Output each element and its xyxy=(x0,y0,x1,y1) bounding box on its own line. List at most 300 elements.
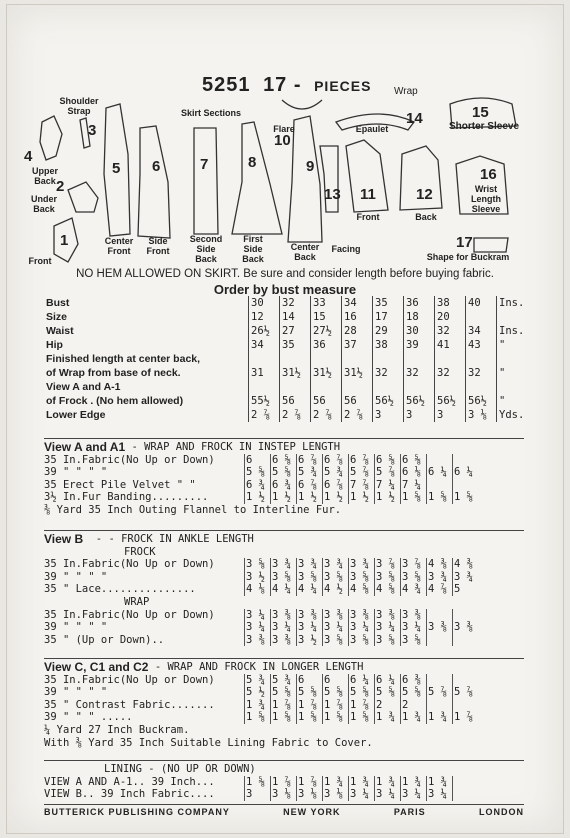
yardage-value: 3 ⅝ xyxy=(244,558,270,571)
yardage-value: 1 ⅝ xyxy=(296,711,322,724)
measure-label: Lower Edge xyxy=(46,409,106,421)
yardage-value: 3 ⅝ xyxy=(374,571,400,584)
yardage-value xyxy=(452,776,478,789)
measure-unit: " xyxy=(497,366,542,380)
measure-value: 31½ xyxy=(280,366,311,380)
measure-unit: Yds. xyxy=(497,408,542,422)
yardage-value: 6 ⅝ xyxy=(400,454,426,467)
measure-value: 2 ⅞ xyxy=(311,408,342,422)
yardage-value: 5 ⅝ xyxy=(244,466,270,479)
yardage-value: 6 ⅞ xyxy=(296,479,322,492)
measure-row xyxy=(44,394,541,408)
yardage-row xyxy=(44,466,478,479)
measure-value: 34 xyxy=(342,296,373,310)
yardage-value: 1 ¾ xyxy=(322,776,348,789)
measure-unit xyxy=(497,380,542,394)
yardage-value: 1 ½ xyxy=(322,491,348,504)
yardage-value xyxy=(426,634,452,647)
yardage-row xyxy=(44,788,478,801)
yardage-value xyxy=(426,674,452,687)
measure-value: 41 xyxy=(435,338,466,352)
yardage-label: VIEW B.. 39 Inch Fabric.... xyxy=(44,788,215,801)
measure-value: 55½ xyxy=(249,394,280,408)
measure-value: 32 xyxy=(404,366,435,380)
yardage-value: 4 ⅜ xyxy=(426,558,452,571)
yardage-value: 3 ¼ xyxy=(348,788,374,801)
measure-label: of Frock . (No hem allowed) xyxy=(46,395,184,407)
publisher-footer xyxy=(44,804,524,817)
view-c-note-buckram: ¼ Yard 27 Inch Buckram. xyxy=(44,723,190,736)
yardage-row xyxy=(44,454,478,467)
view-a-title: View A and A1 xyxy=(44,440,126,454)
yardage-value: 1 ⅞ xyxy=(270,699,296,712)
yardage-value xyxy=(452,674,478,687)
measure-value xyxy=(373,352,404,366)
measure-value xyxy=(311,380,342,394)
piece-label-upper-back: Upper Back xyxy=(31,166,58,186)
yardage-value: 7 ¼ xyxy=(374,479,400,492)
measure-value xyxy=(435,352,466,366)
yardage-value: 3 ¾ xyxy=(348,558,374,571)
yardage-value: 4 ⅝ xyxy=(348,583,374,596)
yardage-label: 35 " Contrast Fabric....... xyxy=(44,698,215,711)
piece-number-16: 16 xyxy=(480,166,497,183)
order-by-bust-title: Order by bust measure xyxy=(213,282,357,297)
yardage-value: 3 ¼ xyxy=(322,621,348,634)
yardage-value: 5 ¾ xyxy=(296,466,322,479)
yardage-value: 6 ¼ xyxy=(348,674,374,687)
yardage-value: 3 ⅛ xyxy=(296,788,322,801)
yardage-row xyxy=(44,583,478,596)
lining-section xyxy=(44,763,478,801)
yardage-value: 1 ¾ xyxy=(348,776,374,789)
measure-value: 3 xyxy=(404,408,435,422)
measure-label: Size xyxy=(46,311,68,323)
measure-value: 16 xyxy=(342,310,373,324)
measure-value: 56½ xyxy=(373,394,404,408)
measure-value: 20 xyxy=(435,310,466,324)
view-c-title: View C, C1 and C2 xyxy=(44,660,149,674)
measure-value xyxy=(404,380,435,394)
yardage-value: 3 ¼ xyxy=(270,621,296,634)
yardage-value: 3 ⅝ xyxy=(400,634,426,647)
yardage-value: 1 ½ xyxy=(348,491,374,504)
piece-label-first-side-back: First Side Back xyxy=(242,234,264,264)
measure-unit: " xyxy=(497,394,542,408)
hem-notice: NO HEM ALLOWED ON SKIRT. Be sure and consider length before buying fabric. xyxy=(76,268,494,280)
measure-row xyxy=(44,380,541,394)
yardage-value: 1 ¾ xyxy=(426,711,452,724)
yardage-value: 3 ⅜ xyxy=(270,609,296,622)
yardage-value: 2 xyxy=(400,699,426,712)
measure-value: 37 xyxy=(342,338,373,352)
measure-value: 30 xyxy=(404,324,435,338)
yardage-value xyxy=(426,609,452,622)
measure-value: 56½ xyxy=(466,394,497,408)
yardage-value xyxy=(452,788,478,801)
city-new-york: NEW YORK xyxy=(283,807,341,817)
yardage-value: 6 ⅛ xyxy=(400,466,426,479)
measure-value: 38 xyxy=(373,338,404,352)
pattern-pieces-diagram xyxy=(20,94,550,266)
measure-unit: Ins. xyxy=(497,296,542,310)
piece-label-shoulder-strap: Shoulder Strap xyxy=(59,96,99,116)
piece-number-17: 17 xyxy=(456,234,473,251)
measure-value: 56 xyxy=(342,394,373,408)
yardage-value: 3 ¼ xyxy=(296,621,322,634)
yardage-value: 1 ⅝ xyxy=(348,711,374,724)
yardage-row xyxy=(44,558,478,571)
yardage-row xyxy=(44,776,478,789)
view-c-note-lining: With ⅜ Yard 35 Inch Suitable Lining Fabric to Cover. xyxy=(44,736,373,749)
yardage-value: 3 ⅝ xyxy=(348,634,374,647)
piece-label-epaulet: Epaulet xyxy=(355,124,389,134)
yardage-row xyxy=(44,621,478,634)
measure-value: 35 xyxy=(373,296,404,310)
yardage-value: 1 ⅞ xyxy=(296,699,322,712)
yardage-value: 5 ½ xyxy=(244,686,270,699)
yardage-value xyxy=(452,609,478,622)
measure-value: 33 xyxy=(311,296,342,310)
measure-value: 34 xyxy=(249,338,280,352)
yardage-value: 5 ⅝ xyxy=(400,686,426,699)
measure-row xyxy=(44,324,541,338)
yardage-value: 3 ⅝ xyxy=(296,571,322,584)
yardage-value: 3 ⅜ xyxy=(452,621,478,634)
yardage-label: 35 " Lace............... xyxy=(44,583,196,596)
yardage-value: 3 ⅜ xyxy=(374,609,400,622)
city-paris: PARIS xyxy=(393,807,426,817)
yardage-value: 3 ⅜ xyxy=(322,609,348,622)
yardage-value xyxy=(426,699,452,712)
view-a-subtitle: - WRAP AND FROCK IN INSTEP LENGTH xyxy=(131,441,341,453)
measure-value: 40 xyxy=(466,296,497,310)
yardage-value: 5 ¾ xyxy=(270,674,296,687)
yardage-value: 5 ⅞ xyxy=(452,686,478,699)
yardage-value: 4 ¼ xyxy=(296,583,322,596)
piece-number-9: 9 xyxy=(306,158,315,175)
yardage-row xyxy=(44,699,478,712)
measure-value: 30 xyxy=(249,296,280,310)
measure-label: Hip xyxy=(46,339,63,351)
measurements-table xyxy=(44,296,541,422)
measure-value xyxy=(249,352,280,366)
measure-value: 15 xyxy=(311,310,342,324)
measure-value: 27 xyxy=(280,324,311,338)
view-a-note: ⅜ Yard 35 Inch Outing Flannel to Interline Fur. xyxy=(44,503,342,516)
measure-value: 27½ xyxy=(311,324,342,338)
skirt-sections-label: Skirt Sections xyxy=(180,108,242,118)
yardage-value xyxy=(452,634,478,647)
yardage-label: 35 " (Up or Down).. xyxy=(44,633,165,646)
yardage-value: 5 ⅝ xyxy=(270,466,296,479)
measure-value: 2 ⅞ xyxy=(280,408,311,422)
view-b-section xyxy=(44,533,478,646)
yardage-value: 3 ⅝ xyxy=(400,571,426,584)
yardage-value: 5 ⅝ xyxy=(374,686,400,699)
piece-number-15: 15 xyxy=(472,104,489,121)
yardage-value: 5 ¾ xyxy=(244,674,270,687)
yardage-value: 1 ⅝ xyxy=(244,776,270,789)
yardage-value: 1 ⅝ xyxy=(244,711,270,724)
measure-value: 2 ⅞ xyxy=(342,408,373,422)
piece-label-wrist-length-sleeve: Wrist Length Sleeve xyxy=(471,184,501,214)
yardage-value: 5 ⅝ xyxy=(322,686,348,699)
piece-label-shape-for-buckram: Shape for Buckram xyxy=(426,252,510,262)
yardage-value: 5 ⅞ xyxy=(348,466,374,479)
yardage-label: 35 In.Fabric(No Up or Down) xyxy=(44,558,215,571)
measure-value xyxy=(249,380,280,394)
measure-unit: " xyxy=(497,338,542,352)
yardage-row xyxy=(44,634,478,647)
yardage-value: 6 ¼ xyxy=(426,466,452,479)
yardage-row xyxy=(44,491,478,504)
measure-value: 36 xyxy=(311,338,342,352)
measure-value: 28 xyxy=(342,324,373,338)
measure-value xyxy=(466,352,497,366)
yardage-label: 39 " " " " xyxy=(44,686,108,699)
yardage-value: 6 ¼ xyxy=(374,674,400,687)
piece-label-center-front: Center Front xyxy=(104,236,134,256)
piece-number-4: 4 xyxy=(24,148,33,165)
yardage-value: 5 ⅞ xyxy=(374,466,400,479)
yardage-value: 5 xyxy=(452,583,478,596)
measure-value xyxy=(435,380,466,394)
yardage-value: 1 ¾ xyxy=(374,776,400,789)
yardage-value: 1 ¾ xyxy=(374,711,400,724)
measure-value: 3 xyxy=(435,408,466,422)
yardage-value: 6 ⅝ xyxy=(374,454,400,467)
pieces-label: PIECES xyxy=(314,78,372,94)
measure-value: 43 xyxy=(466,338,497,352)
yardage-value xyxy=(426,454,452,467)
measure-value xyxy=(342,352,373,366)
yardage-label: 3½ In.Fur Banding......... xyxy=(44,491,209,504)
yardage-value: 1 ⅞ xyxy=(296,776,322,789)
yardage-value: 3 ¾ xyxy=(452,571,478,584)
measure-label: View A and A-1 xyxy=(46,381,121,393)
yardage-value: 3 ⅜ xyxy=(426,621,452,634)
measure-value: 56 xyxy=(311,394,342,408)
yardage-value: 3 ⅝ xyxy=(270,571,296,584)
yardage-value: 3 ⅝ xyxy=(348,571,374,584)
yardage-value: 6 ⅝ xyxy=(270,454,296,467)
measure-value: 32 xyxy=(280,296,311,310)
measure-label: Finished length at center back, xyxy=(46,353,201,365)
piece-number-1: 1 xyxy=(60,232,69,249)
yardage-value: 1 ⅞ xyxy=(348,699,374,712)
measure-value xyxy=(404,352,435,366)
yardage-row xyxy=(44,686,478,699)
yardage-value: 6 ⅞ xyxy=(296,454,322,467)
measure-value xyxy=(466,380,497,394)
lining-title: LINING - (NO UP OR DOWN) xyxy=(104,763,256,775)
yardage-value: 5 ⅞ xyxy=(426,686,452,699)
yardage-value: 3 ¼ xyxy=(426,788,452,801)
yardage-value: 1 ⅝ xyxy=(400,491,426,504)
piece-number-11: 11 xyxy=(360,186,376,203)
yardage-value: 1 ⅞ xyxy=(322,699,348,712)
measure-label: Bust xyxy=(46,297,70,309)
view-b-subtitle: - - FROCK IN ANKLE LENGTH xyxy=(95,533,254,545)
yardage-value: 1 ¾ xyxy=(426,776,452,789)
yardage-value: 4 ¼ xyxy=(270,583,296,596)
yardage-value: 3 ¼ xyxy=(374,621,400,634)
measure-value: 2 ⅞ xyxy=(249,408,280,422)
piece-label-center-back: Center Back xyxy=(290,242,320,262)
yardage-value: 4 ⅝ xyxy=(374,583,400,596)
measure-row xyxy=(44,408,541,422)
yardage-value: 6 ¾ xyxy=(270,479,296,492)
measure-row xyxy=(44,352,541,366)
piece-number-13: 13 xyxy=(324,186,341,203)
yardage-value: 3 ⅝ xyxy=(322,634,348,647)
divider-line xyxy=(44,760,524,761)
yardage-value: 6 xyxy=(244,454,270,467)
yardage-value xyxy=(452,479,478,492)
yardage-value xyxy=(426,479,452,492)
view-a-section xyxy=(44,441,478,517)
yardage-value: 3 ⅞ xyxy=(400,558,426,571)
yardage-label: 39 " " " " xyxy=(44,621,108,634)
yardage-value: 4 ¾ xyxy=(400,583,426,596)
yardage-label: 39 " " " ..... xyxy=(44,711,133,724)
yardage-value: 5 ⅝ xyxy=(296,686,322,699)
yardage-value: 1 ½ xyxy=(270,491,296,504)
divider-line xyxy=(44,530,524,531)
measure-value: 56½ xyxy=(404,394,435,408)
yardage-value: 3 ¾ xyxy=(322,558,348,571)
yardage-value: 3 ½ xyxy=(244,571,270,584)
measure-value: 34 xyxy=(466,324,497,338)
piece-number-2: 2 xyxy=(56,178,65,195)
yardage-value: 6 xyxy=(296,674,322,687)
yardage-value: 6 ⅞ xyxy=(322,479,348,492)
measure-value: 36 xyxy=(404,296,435,310)
piece-label-facing: Facing xyxy=(331,244,361,254)
piece-number-8: 8 xyxy=(248,154,257,171)
yardage-value: 3 ½ xyxy=(296,634,322,647)
yardage-row xyxy=(44,674,478,687)
yardage-value: 1 ¾ xyxy=(400,776,426,789)
piece-label-front-11: Front xyxy=(356,212,380,222)
yardage-value: 1 ½ xyxy=(296,491,322,504)
yardage-label: 35 Erect Pile Velvet " " xyxy=(44,478,196,491)
yardage-value xyxy=(452,454,478,467)
yardage-value: 3 ⅝ xyxy=(322,571,348,584)
yardage-value: 6 ⅞ xyxy=(348,454,374,467)
yardage-value: 3 ¼ xyxy=(374,788,400,801)
piece-number-5: 5 xyxy=(112,160,121,177)
yardage-value: 3 ¾ xyxy=(270,558,296,571)
yardage-value: 1 ⅞ xyxy=(452,711,478,724)
yardage-value: 3 ⅜ xyxy=(296,609,322,622)
yardage-value: 5 ⅝ xyxy=(270,686,296,699)
wrap-label: Wrap xyxy=(394,86,418,97)
measure-value xyxy=(311,352,342,366)
measure-value: 38 xyxy=(435,296,466,310)
yardage-value: 1 ½ xyxy=(374,491,400,504)
measure-value: 56 xyxy=(280,394,311,408)
yardage-value: 7 ¼ xyxy=(400,479,426,492)
piece-number-6: 6 xyxy=(152,158,161,175)
divider-line xyxy=(44,658,524,659)
measure-value: 18 xyxy=(404,310,435,324)
yardage-value xyxy=(452,699,478,712)
piece-number-10: 10 xyxy=(274,132,291,149)
yardage-value: 5 ⅝ xyxy=(348,686,374,699)
yardage-label: 39 " " " " xyxy=(44,466,108,479)
measure-row xyxy=(44,296,541,310)
piece-label-under-back: Under Back xyxy=(30,194,57,214)
yardage-value: 6 ⅞ xyxy=(322,454,348,467)
measure-value: 56½ xyxy=(435,394,466,408)
yardage-value: 4 ½ xyxy=(322,583,348,596)
wrap-heading: WRAP xyxy=(124,595,150,608)
yardage-value: 1 ⅞ xyxy=(270,776,296,789)
piece-number-12: 12 xyxy=(416,186,433,203)
measure-value: 32 xyxy=(373,366,404,380)
yardage-value: 3 ⅜ xyxy=(400,609,426,622)
view-c-subtitle: - WRAP AND FROCK IN LONGER LENGTH xyxy=(154,661,364,673)
piece-label-second-side-back: Second Side Back xyxy=(189,234,223,264)
measure-value: 3 ⅛ xyxy=(466,408,497,422)
yardage-value: 1 ¾ xyxy=(244,699,270,712)
piece-number-14: 14 xyxy=(406,110,423,127)
measure-value: 32 xyxy=(435,324,466,338)
yardage-value: 6 ¼ xyxy=(452,466,478,479)
measure-value xyxy=(280,352,311,366)
yardage-value: 3 ⅛ xyxy=(322,788,348,801)
measure-value: 32 xyxy=(435,366,466,380)
view-b-title: View B xyxy=(44,532,84,546)
measure-value xyxy=(466,310,497,324)
measure-value: 35 xyxy=(280,338,311,352)
measure-value xyxy=(342,380,373,394)
measure-value: 32 xyxy=(466,366,497,380)
piece-label-front: Front xyxy=(28,256,52,266)
yardage-value: 6 ⅜ xyxy=(400,674,426,687)
yardage-value: 6 ¾ xyxy=(244,479,270,492)
yardage-value: 3 ¼ xyxy=(400,788,426,801)
yardage-row xyxy=(44,479,478,492)
yardage-value: 3 ¾ xyxy=(296,558,322,571)
measure-value: 3 xyxy=(373,408,404,422)
view-c-section xyxy=(44,661,478,749)
measure-value xyxy=(280,380,311,394)
measure-value: 26½ xyxy=(249,324,280,338)
piece-label-flare: Flare xyxy=(273,124,295,134)
yardage-value: 4 ⅜ xyxy=(452,558,478,571)
piece-number-7: 7 xyxy=(200,156,209,173)
publisher-name: BUTTERICK PUBLISHING COMPANY xyxy=(44,807,230,817)
measure-value: 31 xyxy=(249,366,280,380)
yardage-label: 35 In.Fabric(No Up or Down) xyxy=(44,453,215,466)
yardage-value: 1 ¾ xyxy=(400,711,426,724)
piece-label-shorter-sleeve: Shorter Sleeve xyxy=(448,121,520,132)
yardage-value: 2 xyxy=(374,699,400,712)
measure-value: 31½ xyxy=(342,366,373,380)
measure-unit xyxy=(497,352,542,366)
yardage-value: 3 ⅛ xyxy=(270,788,296,801)
measure-unit: Ins. xyxy=(497,324,542,338)
yardage-row xyxy=(44,711,478,724)
yardage-label: 35 In.Fabric(No Up or Down) xyxy=(44,673,215,686)
yardage-value: 1 ⅝ xyxy=(452,491,478,504)
yardage-value: 6 xyxy=(322,674,348,687)
yardage-value: 3 ¼ xyxy=(244,609,270,622)
yardage-value: 1 ½ xyxy=(244,491,270,504)
